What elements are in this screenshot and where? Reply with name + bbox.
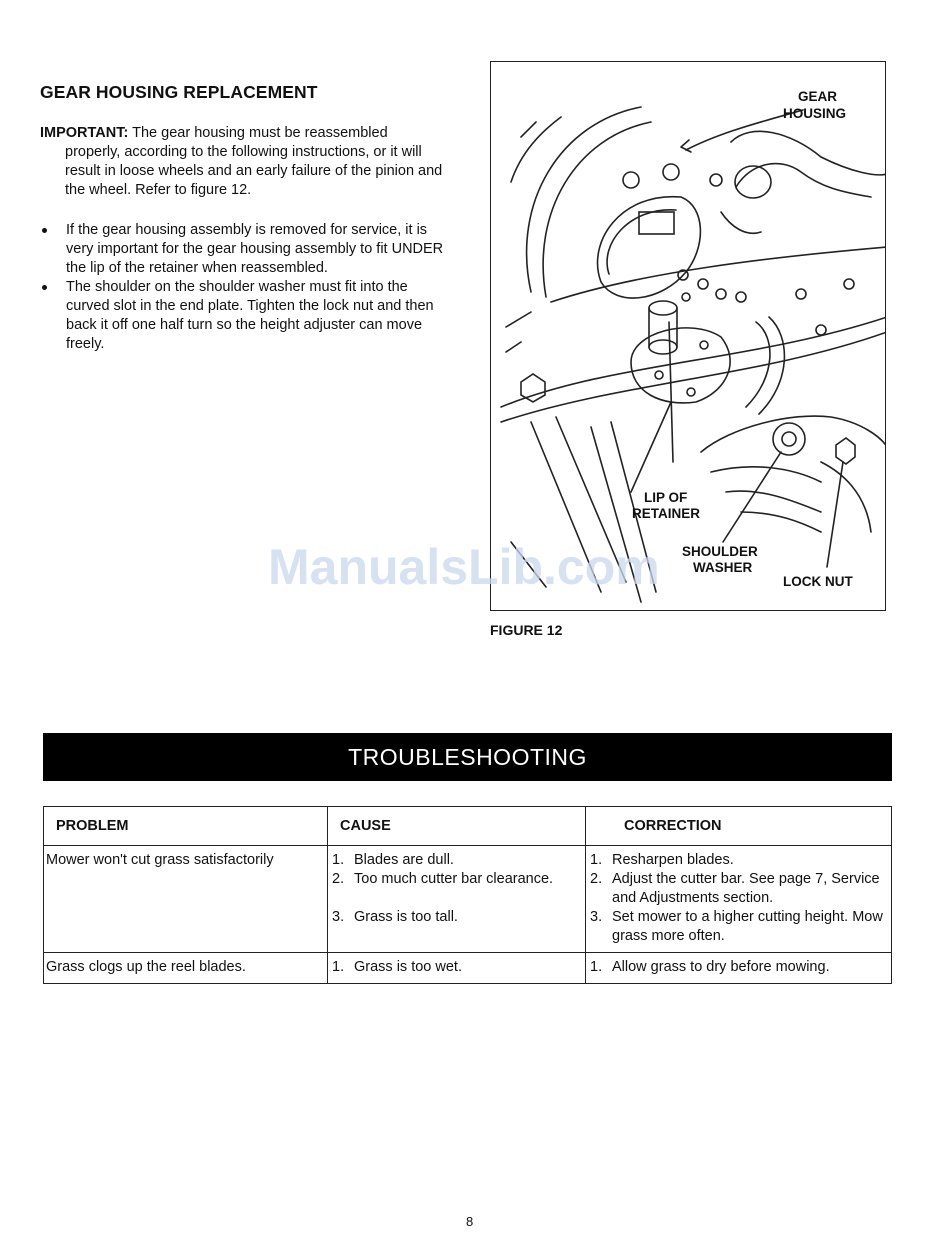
label-housing: HOUSING	[783, 106, 847, 121]
correction-cell: 1. Resharpen blades. 2. Adjust the cutter bar. See page 7, Service and Adjustments section. 3. Set mower to a higher cutting height. Mow grass more often.	[586, 846, 892, 953]
problem-cell: Mower won't cut grass satisfactorily	[44, 846, 328, 953]
problem-cell: Grass clogs up the reel blades.	[44, 953, 328, 984]
header-problem: PROBLEM	[44, 807, 328, 846]
table-row	[44, 953, 892, 984]
bullet-dot-icon	[42, 285, 47, 290]
bullet-text: The shoulder on the shoulder washer must fit into the curved slot in the end plate. Tighten the lock nut and then back it off one half turn so the height adjuster can move freely.	[66, 279, 434, 352]
important-rest: properly, according to the following instructions, or it will result in loose wheels and an early failure of the pinion and the wheel. Refer to figure 12.	[65, 144, 443, 198]
figure-caption: FIGURE 12	[490, 622, 563, 638]
header-correction: CORRECTION	[586, 807, 892, 846]
bullet-item	[40, 221, 455, 278]
label-shoulder: SHOULDER	[682, 544, 758, 559]
bullet-dot-icon	[42, 228, 47, 233]
important-label: IMPORTANT:	[40, 125, 129, 141]
label-retainer: RETAINER	[632, 506, 701, 521]
label-lock-nut: LOCK NUT	[783, 574, 853, 589]
bullet-text: If the gear housing assembly is removed for service, it is very important for the gear housing assembly to fit UNDER the lip of the retainer when reassembled.	[66, 222, 444, 276]
table-header-row	[44, 807, 892, 846]
bullet-item	[40, 278, 455, 354]
troubleshooting-banner: TROUBLESHOOTING	[43, 733, 892, 781]
section-heading: GEAR HOUSING REPLACEMENT	[40, 82, 318, 102]
figure-12-illustration	[490, 61, 886, 611]
correction-cell: 1. Allow grass to dry before mowing.	[586, 953, 892, 984]
troubleshooting-table	[43, 806, 892, 984]
label-gear: GEAR	[798, 89, 838, 104]
label-washer: WASHER	[693, 560, 753, 575]
gear-housing-drawing	[491, 62, 886, 611]
table-row	[44, 846, 892, 953]
cause-cell: 1. Blades are dull. 2. Too much cutter bar clearance. 3. Grass is too tall.	[328, 846, 586, 953]
cause-cell: 1. Grass is too wet.	[328, 953, 586, 984]
instruction-bullets	[40, 221, 455, 354]
watermark: ManualsLib.com	[268, 539, 660, 595]
label-lip-of: LIP OF	[644, 490, 688, 505]
important-first-line: The gear housing must be reassembled	[132, 125, 388, 141]
page-number: 8	[466, 1214, 474, 1229]
header-cause: CAUSE	[328, 807, 586, 846]
important-paragraph	[40, 124, 455, 200]
